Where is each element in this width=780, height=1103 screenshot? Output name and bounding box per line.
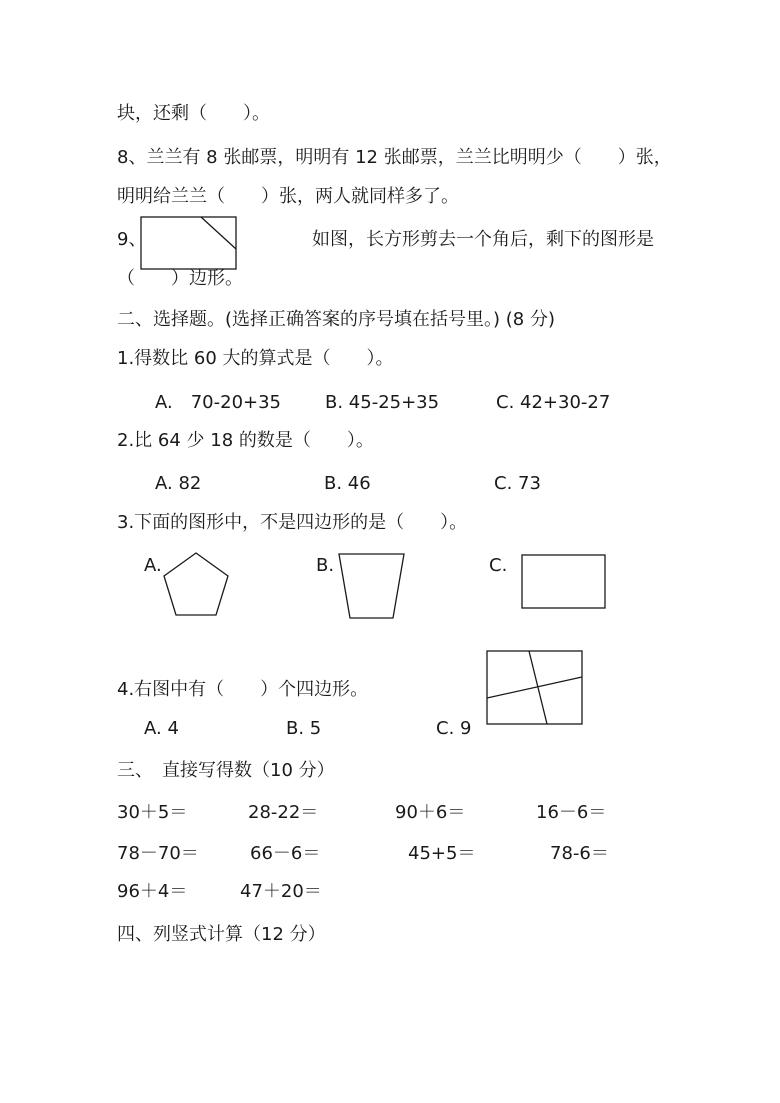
q9-number: 9、 <box>117 229 147 250</box>
q7-tail: 块，还剩（ ）。 <box>117 103 270 124</box>
q9-line2: （ ）边形。 <box>117 268 243 289</box>
s2-q2-option-b: B. 46 <box>324 473 371 494</box>
s2-q2-option-a: A. 82 <box>155 473 202 494</box>
q9-cut-rectangle-figure <box>140 216 238 272</box>
calc-item: 90＋6＝ <box>395 802 466 823</box>
s2-q4-stem: 4.右图中有（ ）个四边形。 <box>117 679 369 700</box>
s2-q2-option-c: C. 73 <box>494 473 541 494</box>
s2-q1-option-a: A. 70-20+35 <box>155 392 282 413</box>
s2-q3-option-b: B. <box>316 555 335 576</box>
calc-item: 47＋20＝ <box>240 881 322 902</box>
s2-q3-option-a: A. <box>144 555 162 576</box>
pentagon-figure <box>160 551 232 619</box>
divided-rectangle-figure <box>486 650 584 726</box>
s2-q4-option-a: A. 4 <box>144 718 179 739</box>
q8-line2: 明明给兰兰（ ）张，两人就同样多了。 <box>117 186 459 207</box>
calc-item: 78-6＝ <box>550 843 609 864</box>
trapezoid-figure <box>337 552 407 620</box>
calc-item: 30＋5＝ <box>117 802 188 823</box>
calc-item: 28-22＝ <box>248 802 319 823</box>
s2-q3-stem: 3.下面的图形中，不是四边形的是（ ）。 <box>117 512 468 533</box>
q9-text: 如图，长方形剪去一个角后，剩下的图形是 <box>312 229 654 250</box>
s2-q2-stem: 2.比 64 少 18 的数是（ ）。 <box>117 430 374 451</box>
calc-item: 96＋4＝ <box>117 881 188 902</box>
s2-q4-option-c: C. 9 <box>436 718 472 739</box>
rectangle-figure <box>521 554 607 610</box>
section3-title: 三、 直接写得数（10 分） <box>117 760 335 781</box>
calc-item: 66－6＝ <box>250 843 321 864</box>
calc-item: 16－6＝ <box>536 802 607 823</box>
section4-title: 四、列竖式计算（12 分） <box>117 924 326 945</box>
s2-q4-option-b: B. 5 <box>286 718 322 739</box>
s2-q1-option-b: B. 45-25+35 <box>325 392 440 413</box>
q8-line1: 8、兰兰有 8 张邮票，明明有 12 张邮票，兰兰比明明少（ ）张， <box>117 147 672 168</box>
calc-item: 45+5＝ <box>408 843 476 864</box>
s2-q1-option-c: C. 42+30-27 <box>496 392 611 413</box>
s2-q3-option-c: C. <box>489 555 508 576</box>
s2-q1-stem: 1.得数比 60 大的算式是（ ）。 <box>117 348 394 369</box>
section2-title: 二、选择题。(选择正确答案的序号填在括号里。) (8 分) <box>117 309 555 330</box>
calc-item: 78－70＝ <box>117 843 199 864</box>
